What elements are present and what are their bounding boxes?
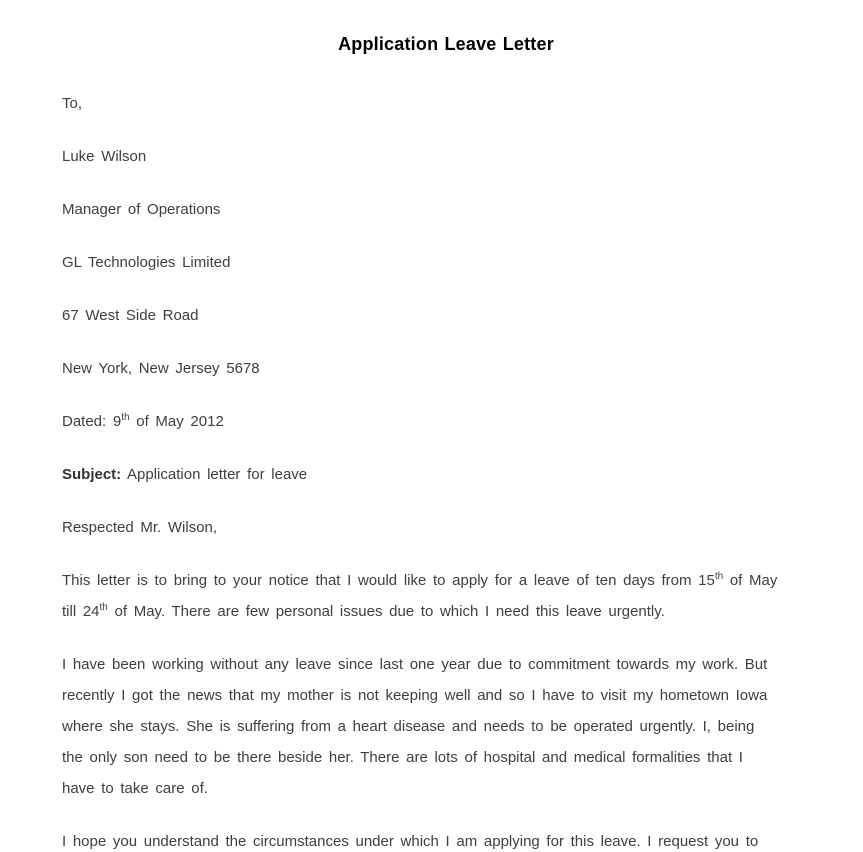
recipient-address-line2: New York, New Jersey 5678	[62, 360, 260, 377]
paragraph-2-line-1: I have been working without any leave since last one year due to commitment towards my work. But	[62, 656, 768, 673]
ordinal-superscript: th	[99, 602, 108, 613]
subject-label: Subject:	[62, 466, 122, 483]
ordinal-superscript: th	[714, 571, 724, 582]
dated-line	[62, 406, 830, 437]
dated-suffix: of May 2012	[129, 413, 224, 430]
recipient-company: GL Technologies Limited	[62, 254, 231, 271]
recipient-name: Luke Wilson	[62, 148, 147, 165]
recipient-position: Manager of Operations	[62, 201, 221, 218]
dated-prefix: Dated: 9	[62, 413, 122, 430]
subject-text: Application letter for leave	[121, 466, 308, 483]
paragraph-2-line-5: have to take care of.	[62, 780, 208, 797]
paragraph-2	[62, 649, 830, 804]
recipient-address-line1: 67 West Side Road	[62, 307, 199, 324]
paragraph-1-line-2: till 24th of May. There are few personal issues due to which I need this leave urgently.	[62, 602, 665, 620]
dated-ordinal-superscript: th	[121, 412, 130, 423]
paragraph-2-line-2: recently I got the news that my mother is not keeping well and so I have to visit my hometown Iowa	[62, 687, 768, 704]
paragraph-1	[62, 565, 830, 627]
greeting-line: Respected Mr. Wilson,	[62, 519, 218, 536]
subject-line	[62, 459, 830, 490]
recipient-to: To,	[62, 95, 83, 112]
paragraph-2-line-4: the only son need to be there beside her. There are lots of hospital and medical formalities that I	[62, 749, 743, 766]
paragraph-2-line-3: where she stays. She is suffering from a heart disease and needs to be operated urgently. I, being	[62, 718, 755, 735]
page-title: Application Leave Letter	[338, 34, 554, 54]
paragraph-1-line-1: This letter is to bring to your notice that I would like to apply for a leave of ten days from 15th of May	[62, 571, 778, 589]
paragraph-3-line-1: I hope you understand the circumstances under which I am applying for this leave. I request you to	[62, 833, 759, 850]
paragraph-3	[62, 826, 830, 852]
